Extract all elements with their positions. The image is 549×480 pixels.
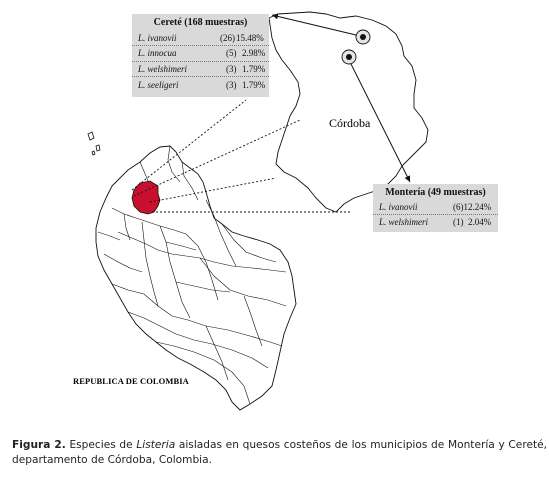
colombia-outline xyxy=(96,146,296,410)
percentage: 2.98% xyxy=(242,48,266,58)
species-name: L. welshimeri xyxy=(138,64,188,74)
percentage: 15.48% xyxy=(236,33,264,43)
monteria-table xyxy=(373,184,498,232)
monteria-title: Montería (49 muestras) xyxy=(385,187,486,198)
monteria-marker-icon xyxy=(342,50,356,64)
row-divider xyxy=(132,45,269,46)
cerete-table xyxy=(132,14,269,97)
row-divider xyxy=(132,76,269,77)
sample-count: (3) xyxy=(226,80,237,90)
caption-text-before: Especies de xyxy=(65,439,137,451)
species-name: L. seeligeri xyxy=(138,80,179,90)
figure-caption xyxy=(12,438,547,468)
caption-text-after: aisladas en quesos costeños de los municipios de Montería y Cereté, departamento de Córdoba, Colombia. xyxy=(12,439,548,466)
caption-genus: Listeria xyxy=(136,439,176,451)
row-divider xyxy=(132,61,269,62)
figure-label: Figura 2. xyxy=(12,439,66,451)
cerete-marker-icon xyxy=(356,30,370,44)
sample-count: (26) xyxy=(220,33,235,43)
cordoba-enlarged-outline xyxy=(269,12,428,212)
count-and-percentage: (6)12.24% xyxy=(453,202,492,212)
row-divider xyxy=(373,214,498,215)
species-name: L. welshimeri xyxy=(379,217,429,227)
san-andres-islands xyxy=(88,132,100,155)
cordoba-label: Córdoba xyxy=(329,116,371,130)
species-name: L. innocua xyxy=(138,48,177,58)
species-name: L. ivanovii xyxy=(138,33,177,43)
sample-count: (3) xyxy=(226,64,237,74)
species-name: L. ivanovii xyxy=(379,202,418,212)
country-label: REPUBLICA DE COLOMBIA xyxy=(73,376,189,386)
cerete-title: Cereté (168 muestras) xyxy=(153,17,248,28)
sample-count: (5) xyxy=(226,48,237,58)
percentage: 1.79% xyxy=(242,64,266,74)
count-and-percentage: (1) 2.04% xyxy=(453,217,492,227)
percentage: 1.79% xyxy=(242,80,266,90)
